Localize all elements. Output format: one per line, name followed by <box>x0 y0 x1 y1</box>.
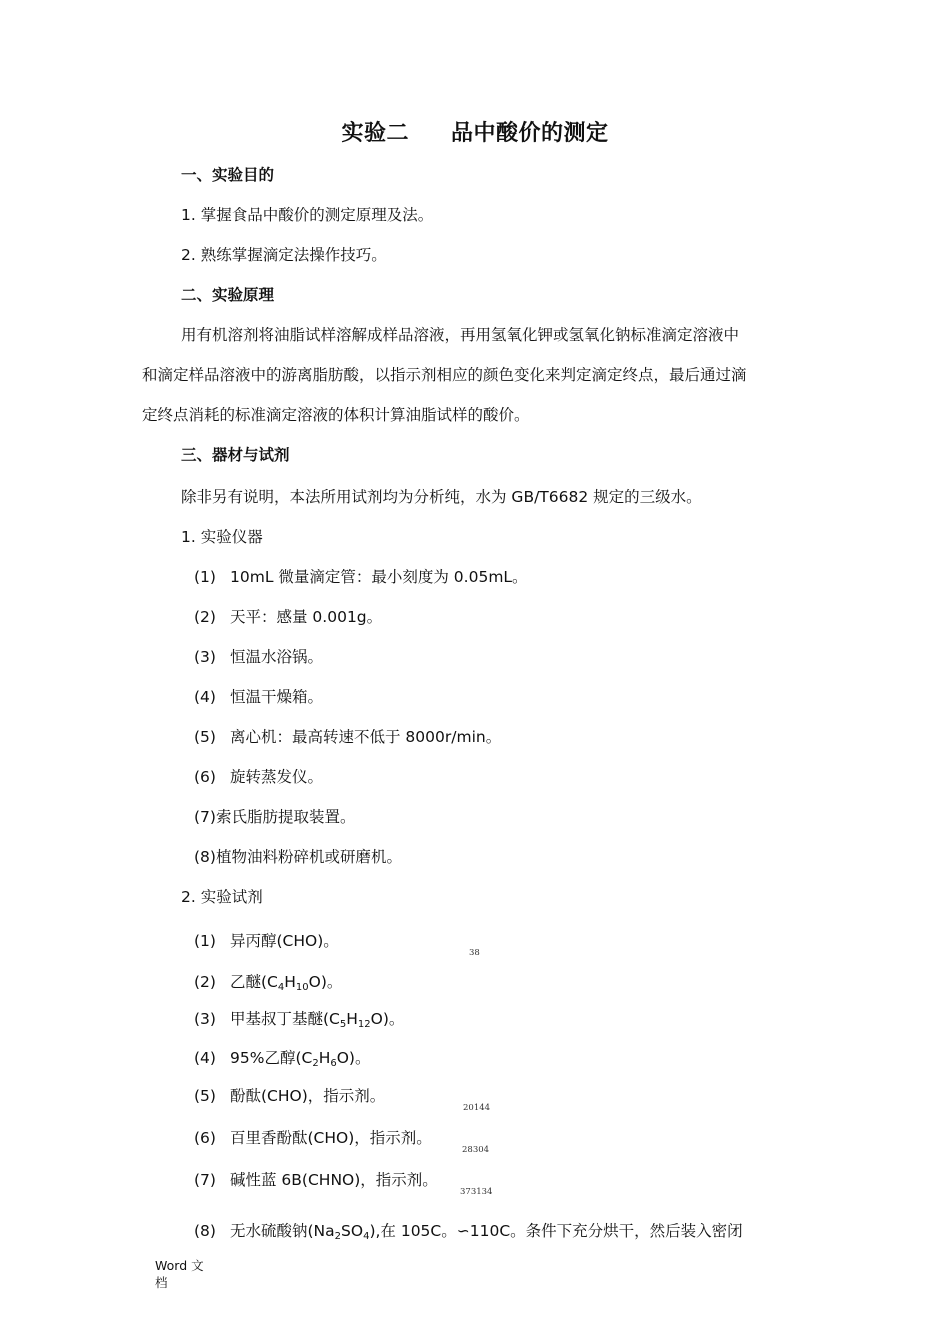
materials-intro: 除非另有说明，本法所用试剂均为分析纯，水为 GB/T6682 规定的三级水。 <box>181 488 702 506</box>
reagents-title: 2. 实验试剂 <box>181 888 263 906</box>
reagent-item: (5) 酚酞(CHO)，指示剂。 <box>194 1087 386 1105</box>
principle-line: 定终点消耗的标准滴定溶液的体积计算油脂试样的酸价。 <box>142 406 530 424</box>
reagent-item: (3) 甲基叔丁基醚$(C_5H_{12}O)$。 <box>194 1010 405 1030</box>
formula-subscript-note: 20144 <box>463 1103 491 1113</box>
formula-subscript-note: 28304 <box>462 1145 490 1155</box>
instrument-item: (1) 10mL 微量滴定管：最小刻度为 0.05mL。 <box>194 568 528 586</box>
page-title <box>0 116 950 147</box>
objective-item: 1. 掌握食品中酸价的测定原理及法。 <box>181 206 434 224</box>
instrument-item: (7)索氏脂肪提取装置。 <box>194 808 356 826</box>
objective-item: 2. 熟练掌握滴定法操作技巧。 <box>181 246 387 264</box>
instrument-item: (5) 离心机：最高转速不低于 8000r/min。 <box>194 728 502 746</box>
principle-line: 用有机溶剂将油脂试样溶解成样品溶液，再用氢氧化钾或氢氧化钠标准滴定溶液中 <box>181 326 740 344</box>
reagent-item: (4) 95%乙醇$(C_2H_6O)$。 <box>194 1049 371 1069</box>
principle-line: 和滴定样品溶液中的游离脂肪酸，以指示剂相应的颜色变化来判定滴定终点，最后通过滴 <box>142 366 747 384</box>
formula-subscript-note: 373134 <box>460 1187 493 1197</box>
reagent-item: (2) 乙醚$(C_4H_{10}O)$。 <box>194 973 343 993</box>
reagent-item: (8) 无水硫酸钠$(Na_2SO_4)$,在 105C。∽110C。条件下充分烘干，然后装入密闭 <box>194 1222 743 1242</box>
instrument-item: (8)植物油料粉碎机或研磨机。 <box>194 848 402 866</box>
reagent-item: (6) 百里香酚酞(CHO)，指示剂。 <box>194 1129 432 1147</box>
instrument-item: (6) 旋转蒸发仪。 <box>194 768 324 786</box>
instrument-item: (2) 天平：感量 0.001g。 <box>194 608 383 626</box>
reagent-item: (7) 碱性蓝 6B(CHNO)，指示剂。 <box>194 1171 438 1189</box>
section-heading-objective: 一、实验目的 <box>181 166 275 184</box>
footer-label: Word 文 档 <box>155 1258 204 1290</box>
title-part-2: 品中酸价的测定 <box>451 121 609 146</box>
instruments-title: 1. 实验仪器 <box>181 528 263 546</box>
section-heading-materials: 三、器材与试剂 <box>181 446 290 464</box>
title-part-1: 实验二 <box>341 121 409 146</box>
reagent-item: (1) 异丙醇(CHO)。 <box>194 932 339 950</box>
formula-subscript-note: 38 <box>469 948 480 958</box>
instrument-item: (4) 恒温干燥箱。 <box>194 688 324 706</box>
section-heading-principle: 二、实验原理 <box>181 286 275 304</box>
instrument-item: (3) 恒温水浴锅。 <box>194 648 324 666</box>
